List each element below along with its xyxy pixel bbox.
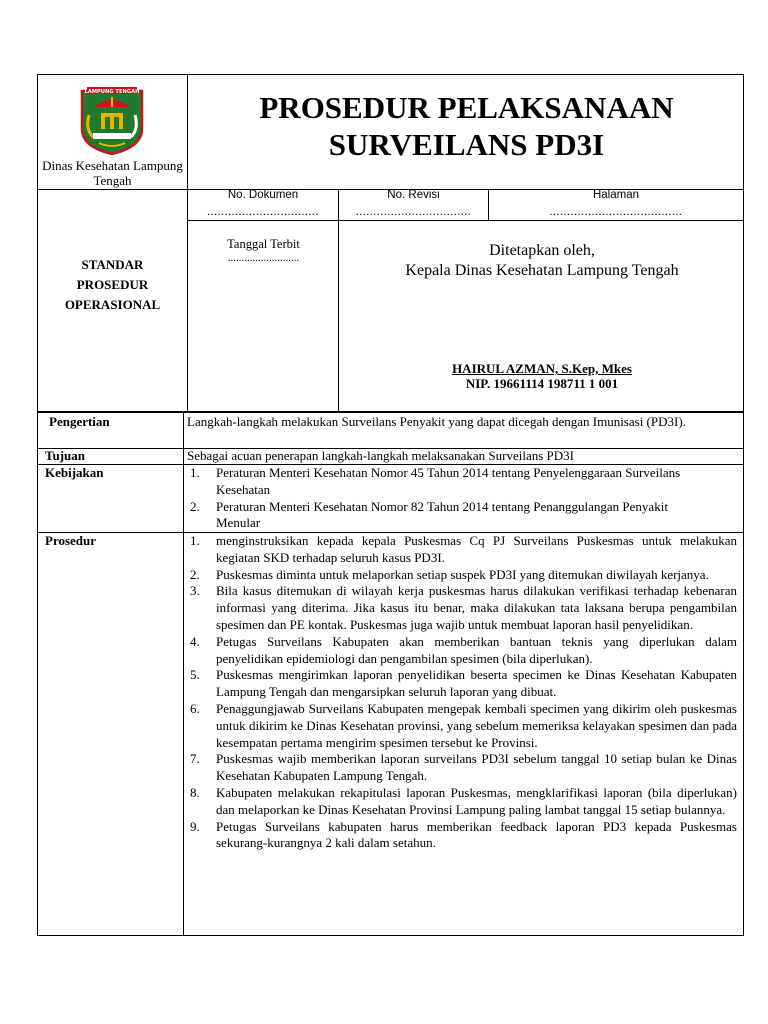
tujuan-text: Sebagai acuan penerapan langkah-langkah melaksanakan Surveilans PD3I [187,448,574,463]
district-emblem-logo [79,85,145,155]
sop-label-line: STANDAR [81,257,144,272]
tanggal-terbit-label: Tanggal Terbit [227,237,300,251]
prosedur-list-wrap [187,533,737,852]
list-item [187,785,737,819]
item-number: 8. [190,784,200,800]
list-item [187,499,712,533]
kebijakan-list [187,465,712,532]
item-number: 2. [190,566,200,582]
item-number: 1. [190,533,200,548]
list-item [187,533,737,567]
approval-line: Kepala Dinas Kesehatan Lampung Tengah [405,262,679,279]
item-text: Peraturan Menteri Kesehatan Nomor 82 Tahun 2014 tentang Penanggulangan Penyakit Menular [216,498,668,531]
divider [187,220,743,221]
title-line: PROSEDUR PELAKSANAAN [259,90,674,125]
signer-name: HAIRUL AZMAN, S.Kep, Mkes [452,361,632,376]
list-item [187,819,737,853]
pengertian-label: Pengertian [49,414,110,429]
item-number: 2. [190,498,200,514]
kebijakan-list-wrap [187,465,712,532]
item-number: 5. [190,667,200,683]
sop-label-line: OPERASIONAL [64,297,161,312]
list-item [187,634,737,668]
list-item [187,465,712,499]
no-revisi-value: ................................. [355,204,472,218]
sop-label [38,255,187,315]
item-number: 7. [190,751,200,767]
item-text: Puskesmas wajib memberikan laporan surveilans PD3I sebelum tanggal 10 setiap bulan ke Dinas Kesehatan Kabupaten Lampung Tengah. [216,751,737,784]
list-item [187,701,737,751]
list-item [187,751,737,785]
no-dokumen-label: No. Dokumen [227,189,299,201]
sop-label-line: PROSEDUR [76,277,149,292]
tanggal-terbit-value: .......................... [227,252,300,264]
signer-nip: NIP. 19661114 198711 1 001 [465,376,619,391]
item-text: Petugas Surveilans kabupaten harus memberikan feedback laporan PD3 kepada Puskesmas sekurang-kurangnya 2 kali dalam setahun. [216,818,737,851]
list-item [187,567,737,584]
approval-statement [339,241,745,281]
item-text: Penaggungjawab Surveilans Kabupaten mengepak kembali specimen yang dikirim oleh puskesmas untuk dikirim ke Dinas Kesehatan provinsi, yang sebelum memeriksa kelayakan spesimen dan pada kesempatan pertama mengirim spesimen tersebut ke Provinsi. [216,700,737,750]
no-revisi-label: No. Revisi [387,189,440,201]
halaman-label: Halaman [592,189,640,201]
tujuan-label: Tujuan [45,448,85,463]
pengertian-text: Langkah-langkah melakukan Surveilans Penyakit yang dapat dicegah dengan Imunisasi (PD3I). [187,414,686,429]
item-text: Puskesmas mengirimkan laporan penyelidikan beserta specimen ke Dinas Kesehatan Kabupaten Lampung Tengah dan mengarsipkan seluruh laporan yang dibuat. [216,667,737,700]
item-text: menginstruksikan kepada kepala Puskesmas Cq PJ Surveilans Puskesmas untuk melakukan kegiatan SKD terhadap seluruh kasus PD3I. [216,533,737,565]
item-number: 4. [190,633,200,649]
sop-content-table [37,412,744,936]
prosedur-list [187,533,737,852]
list-item [187,583,737,633]
divider [37,412,744,413]
approval-line: Ditetapkan oleh, [489,242,595,259]
document-title [188,89,745,163]
item-text: Kabupaten melakukan rekapitulasi laporan Puskesmas, mengklarifikasi laporan (bila diperlukan) dan melaporkan ke Dinas Kesehatan Provinsi Lampung paling lambat tanggal 15 setiap bulannya. [216,784,737,817]
department-name: Dinas Kesehatan Lampung Tengah [42,158,183,188]
divider [37,935,744,936]
divider [743,412,744,936]
item-number: 3. [190,583,200,599]
item-number: 6. [190,700,200,716]
item-number: 9. [190,818,200,834]
kebijakan-label: Kebijakan [45,465,104,480]
list-item [187,667,737,701]
halaman-value: ...................................... [549,204,683,218]
logo-banner-text: LAMPUNG TENGAH [84,89,140,95]
item-text: Peraturan Menteri Kesehatan Nomor 45 Tahun 2014 tentang Penyelenggaraan Surveilans Kesehatan [216,465,681,497]
signer-block [339,361,745,391]
divider [183,412,184,936]
item-text: Bila kasus ditemukan di wilayah kerja puskesmas harus dilakukan verifikasi terhadap kebenaran informasi yang diterima. Jika kasus itu benar, maka dilakukan tata laksana berupa pengambilan spesimen dan PE kontak. Puskesmas juga wajib untuk membuat laporan hasil penyelidikan. [216,583,737,632]
sop-header [37,74,744,412]
item-text: Petugas Surveilans Kabupaten akan memberikan bantuan teknis yang diperlukan dalam penyelidikan epidemiologi dan pengambilan spesimen (bila diperlukan). [216,633,737,666]
title-line: SURVEILANS PD3I [328,127,605,162]
logo-cell [38,75,187,189]
no-dokumen-value: ................................ [207,204,319,218]
item-text: Puskesmas diminta untuk melaporkan setiap suspek PD3I yang ditemukan diwilayah kerjanya. [216,566,709,582]
prosedur-label: Prosedur [45,533,97,548]
item-number: 1. [190,465,200,480]
divider [37,412,38,936]
